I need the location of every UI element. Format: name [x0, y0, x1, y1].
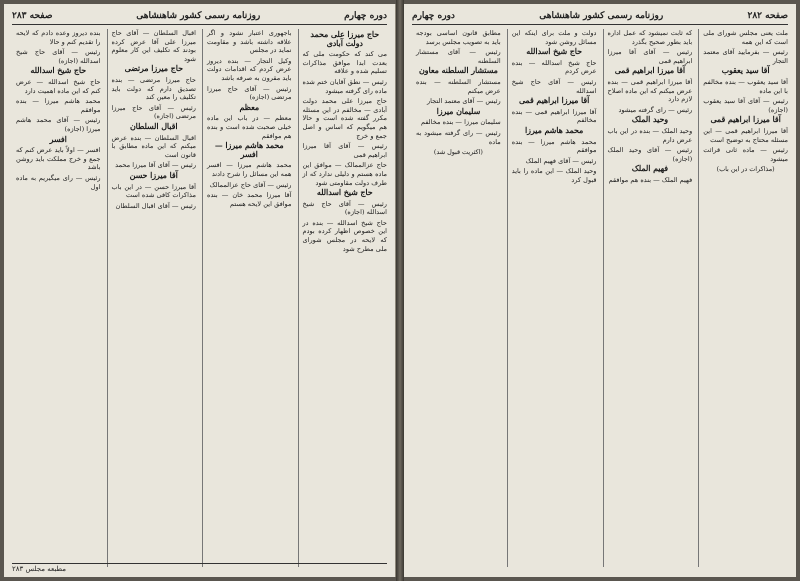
paragraph: آقا میرزا حسن — در این باب مذاکرات کافی شده است	[111, 182, 196, 200]
paragraph: رئیس — رای گرفته میشود	[618, 105, 693, 114]
left-page-columns	[12, 29, 387, 567]
speaker-heading: افسر	[49, 134, 67, 144]
speaker-heading: آقا میرزا حسن	[129, 170, 178, 180]
speaker-heading: آقا میرزا ابراهیم قمی	[614, 66, 686, 76]
right-column-3	[507, 29, 597, 567]
paragraph: رئیس — آقای آقا میرزا ابراهیم قمی	[302, 142, 387, 159]
paragraph: بنده دیروز وعده دادم که لایحه را تقدیم کنم و حالا	[16, 29, 101, 46]
paragraph: رئیس — آقای حاج میرزا مرتضی (اجازه)	[207, 84, 292, 102]
right-page-term: دوره چهارم	[412, 11, 455, 21]
paragraph: رئیس — آقای اقبال السلطان	[115, 201, 196, 210]
paragraph: مطابق قانون اساسی بودجه باید به تصویب مجلس برسد	[416, 29, 501, 46]
right-column-4	[412, 29, 501, 567]
paragraph: اقبال السلطان — بنده عرض میکنم که این ماده مطابق با قانون است	[111, 133, 196, 159]
paragraph: حاج میرزا علی محمد دولت آبادی — مخالفم در این مسئله مکرر گفته شده است و حالا هم میگویم که اساس و اصل جمع و خرج	[302, 97, 387, 140]
paragraph: آقا میرزا ابراهیم قمی — بنده عرض میکنم که این ماده اصلاح لازم دارد	[607, 77, 693, 104]
paragraph: رئیس — آقای حاج میرزا مرتضی (اجازه)	[111, 103, 196, 121]
speaker-heading: وحید الملک	[631, 115, 669, 125]
paragraph: فهیم الملک — بنده هم موافقم	[608, 175, 693, 184]
left-column-3	[107, 29, 197, 567]
left-column-2	[202, 29, 292, 567]
paragraph: رئیس — آقای حاج شیخ اسدالله (اجازه)	[16, 48, 101, 65]
paragraph: آقا سید یعقوب — بنده مخالفم با این ماده	[703, 77, 788, 95]
paragraph: آقا میرزا ابراهیم قمی — این مسئله محتاج به توضیح است	[703, 126, 788, 144]
paragraph: افسر — اولاً باید عرض کنم که جمع و خرج مملکت باید روشن باشد	[16, 146, 101, 172]
left-page	[4, 4, 396, 577]
speaker-heading: آقا میرزا ابراهیم قمی	[518, 96, 590, 106]
speaker-heading: حاج میرزا علی محمد دولت آبادی	[310, 30, 380, 48]
paragraph: رئیس — آقای حاج شیخ اسدالله (اجازه)	[302, 199, 387, 217]
paragraph: رئیس — آقای محمد هاشم میرزا (اجازه)	[16, 116, 101, 133]
speaker-heading: محمد هاشم میرزا	[525, 125, 584, 135]
left-page-title: روزنامه رسمی کشور شاهنشاهی	[136, 11, 261, 21]
speaker-heading: مستشار السلطنه معاون	[418, 66, 498, 76]
left-page-footer: ۲۸۳ مطبعه مجلس	[12, 563, 387, 573]
paragraph: رئیس — رای میگیریم به ماده اول	[16, 173, 101, 191]
paragraph: که ثابت نمیشود که عمل اداره باید بطور صحیح بگذرد	[607, 29, 693, 46]
right-column-1	[698, 29, 788, 567]
left-column-1	[298, 29, 388, 567]
paragraph: باجهوری اعتبار نشود و اگر علاقه داشته باشد و مقاومت نماید در مجلس	[207, 29, 292, 55]
right-page	[404, 4, 796, 577]
paragraph: محمد هاشم میرزا — بنده موافقم	[16, 97, 101, 114]
paragraph: رئیس — آقای معتمد التجار	[426, 97, 501, 106]
paragraph: رئیس — رای گرفته میشود به ماده	[416, 128, 501, 146]
note: (مذاکرات در این باب)	[716, 165, 775, 174]
paragraph: وحید الملک — بنده در این باب عرض دارم	[607, 126, 693, 144]
paragraph: ملت یعنی مجلس شورای ملی است که این همه	[703, 29, 788, 46]
speaker-heading: حاج شیخ اسدالله	[316, 188, 373, 198]
paragraph: حاج عزالممالک — موافق این ماده هستم و دلیلی ندارد که از طرف دولت مقاومتی شود	[302, 161, 387, 187]
paragraph: محمد هاشم میرزا — بنده موافقم	[511, 137, 597, 155]
speaker-heading: اقبال السلطان	[129, 121, 178, 131]
left-page-term: دوره چهارم	[344, 11, 387, 21]
right-page-title: روزنامه رسمی کشور شاهنشاهی	[539, 11, 664, 21]
book-spine	[396, 0, 404, 581]
paragraph: حاج میرزا مرتضی — بنده تصدیق دارم که دولت باید تکلیف را معین کند	[111, 75, 196, 102]
paragraph: رئیس — نطق آقایان ختم شده ماده رای گرفته میشود	[302, 77, 387, 95]
paragraph: رئیس — آقای حاج شیخ اسدالله	[511, 77, 597, 95]
right-page-number: صفحه ۲۸۲	[747, 11, 788, 21]
paragraph: رئیس — آقای آقا میرزا ابراهیم قمی	[607, 48, 693, 65]
paragraph: دولت و ملت برای اینکه این مسائل روشن شود	[511, 29, 597, 46]
right-page-header	[412, 10, 788, 25]
paragraph: رئیس — آقای مستشار السلطنه	[416, 48, 501, 65]
paragraph: می کند که حکومت ملی که بعدت ابدا موافق مذاکرات تسلیم شده و علاقه	[302, 50, 387, 76]
note: (اکثریت قبول شد)	[433, 148, 483, 157]
paragraph: اقبال السلطان — آقای حاج میرزا علی آقا عرض کرده بودند که تکلیف این کار معلوم شود	[111, 29, 196, 63]
paragraph: رئیس — ماده ثانی قرائت میشود	[703, 146, 788, 163]
right-page-columns	[412, 29, 788, 567]
left-page-header	[12, 10, 387, 25]
speaker-heading: فهیم الملک	[631, 164, 668, 174]
paragraph: آقا میرزا ابراهیم قمی — بنده مخالفم	[511, 107, 597, 125]
left-page-number: صفحه ۲۸۳	[12, 11, 53, 21]
paragraph: آقا میرزا محمد خان — بنده موافق این لایحه هستم	[207, 191, 292, 208]
paragraph: مستشار السلطنه — بنده عرض میکنم	[416, 77, 501, 95]
paragraph: رئیس — بفرمایید آقای معتمد التجار	[703, 48, 788, 65]
paragraph: وکیل التجار — بنده دیروز عرض کردم که اقدامات دولت باید مقرون به صرفه باشد	[207, 56, 292, 82]
paragraph: حاج شیخ اسدالله — عرض کنم که این ماده اهمیت دارد	[16, 77, 101, 95]
speaker-heading: حاج شیخ اسدالله	[30, 66, 87, 76]
paragraph: رئیس — آقای وحید الملک (اجازه)	[607, 146, 693, 163]
paragraph: رئیس — آقای فهیم الملک	[525, 156, 597, 165]
speaker-heading: سلیمان میرزا	[436, 106, 481, 116]
paragraph: وحید الملک — این ماده را باید قبول کرد	[511, 167, 597, 184]
paragraph: رئیس — آقای آقا میرزا محمد	[115, 161, 196, 170]
paragraph: سلیمان میرزا — بنده مخالفم	[420, 118, 501, 127]
paragraph: معظم — در باب این ماده خیلی صحبت شده است و بنده هم موافقم	[207, 114, 292, 140]
paragraph: رئیس — آقای حاج عزالممالک	[209, 180, 292, 189]
right-column-2	[603, 29, 693, 567]
speaker-heading: حاج شیخ اسدالله	[526, 47, 582, 57]
speaker-heading: معظم	[239, 102, 260, 112]
speaker-heading: آقا سید یعقوب	[721, 66, 770, 76]
speaker-heading: آقا میرزا ابراهیم قمی	[710, 115, 781, 125]
speaker-heading: محمد هاشم میرزا — افسر	[214, 141, 284, 159]
paragraph: محمد هاشم میرزا — افسر همه این مسائل را شرح دادند	[207, 161, 292, 178]
speaker-heading: حاج میرزا مرتضی	[124, 64, 183, 74]
paragraph: حاج شیخ اسدالله — بنده عرض کردم	[511, 58, 597, 76]
left-column-4	[12, 29, 101, 567]
paragraph: رئیس — آقای آقا سید یعقوب (اجازه)	[703, 97, 788, 114]
paragraph: حاج شیخ اسدالله — بنده در این خصوص اظهار کرده بودم که لایحه در مجلس شورای ملی مطرح شود	[302, 218, 387, 253]
